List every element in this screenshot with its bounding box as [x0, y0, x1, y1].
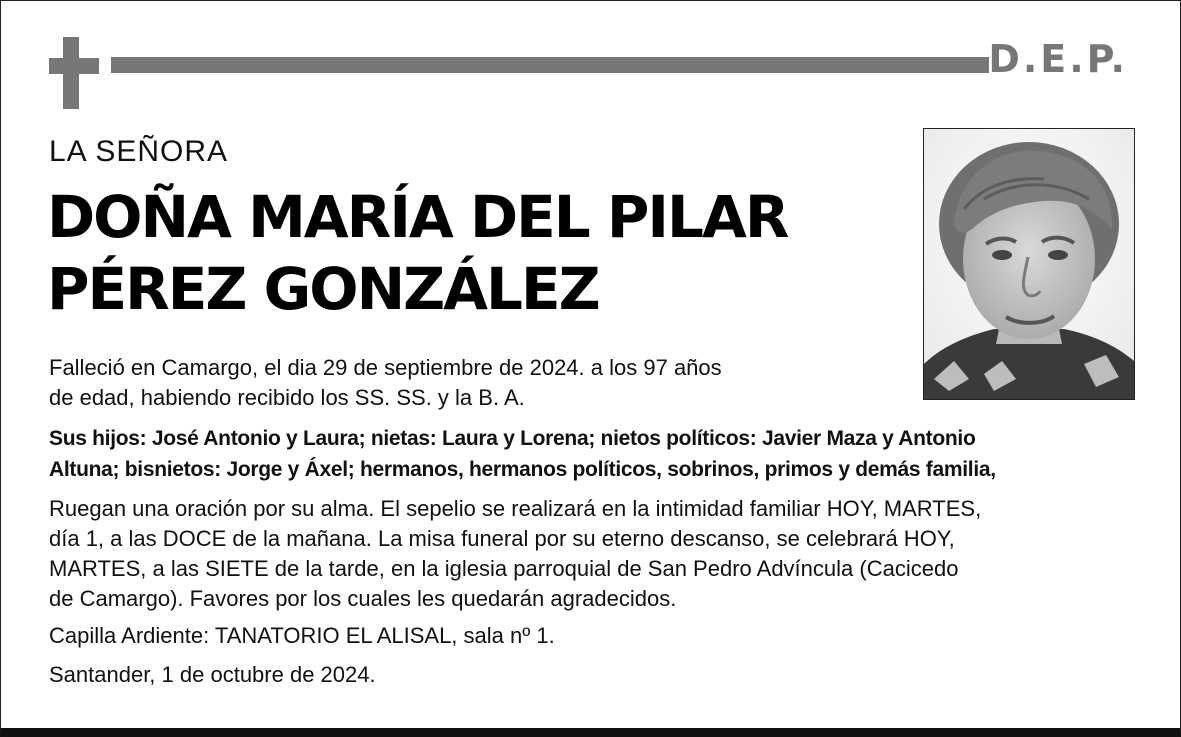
portrait-photo [923, 128, 1135, 400]
service-line: de Camargo). Favores por los cuales les quedarán agradecidos. [49, 586, 677, 611]
death-notice-line: Falleció en Camargo, el dia 29 de septiembre de 2024. a los 97 años [49, 355, 722, 380]
service-line: MARTES, a las SIETE de la tarde, en la iglesia parroquial de San Pedro Advíncula (Cacicedo [49, 556, 959, 581]
name-line-2: PÉREZ GONZÁLEZ [47, 255, 599, 323]
chapel-info: Capilla Ardiente: TANATORIO EL ALISAL, sala nº 1. [49, 623, 555, 648]
honorific-title: LA SEÑORA [49, 135, 229, 168]
header-rule [111, 57, 989, 73]
place-date: Santander, 1 de octubre de 2024. [49, 662, 376, 687]
deceased-name [47, 181, 788, 325]
family-list [49, 423, 996, 485]
family-line: Altuna; bisnietos: Jorge y Áxel; hermanos, hermanos políticos, sobrinos, primos y demás familia, [49, 458, 996, 481]
death-notice-line: de edad, habiendo recibido los SS. SS. y la B. A. [49, 385, 525, 410]
service-details [49, 494, 981, 614]
family-line: Sus hijos: José Antonio y Laura; nietas: Laura y Lorena; nietos políticos: Javier Maza y Antonio [49, 427, 976, 450]
service-line: Ruegan una oración por su alma. El sepelio se realizará en la intimidad familiar HOY, MARTES, [49, 496, 982, 521]
dep-label: D.E.P. [988, 37, 1128, 81]
death-notice [49, 353, 722, 413]
name-line-1: DOÑA MARÍA DEL PILAR [47, 183, 788, 251]
portrait-image [924, 129, 1134, 399]
cross-icon-bar [49, 58, 99, 74]
service-line: día 1, a las DOCE de la mañana. La misa funeral por su eterno descanso, se celebrará HOY, [49, 526, 955, 551]
